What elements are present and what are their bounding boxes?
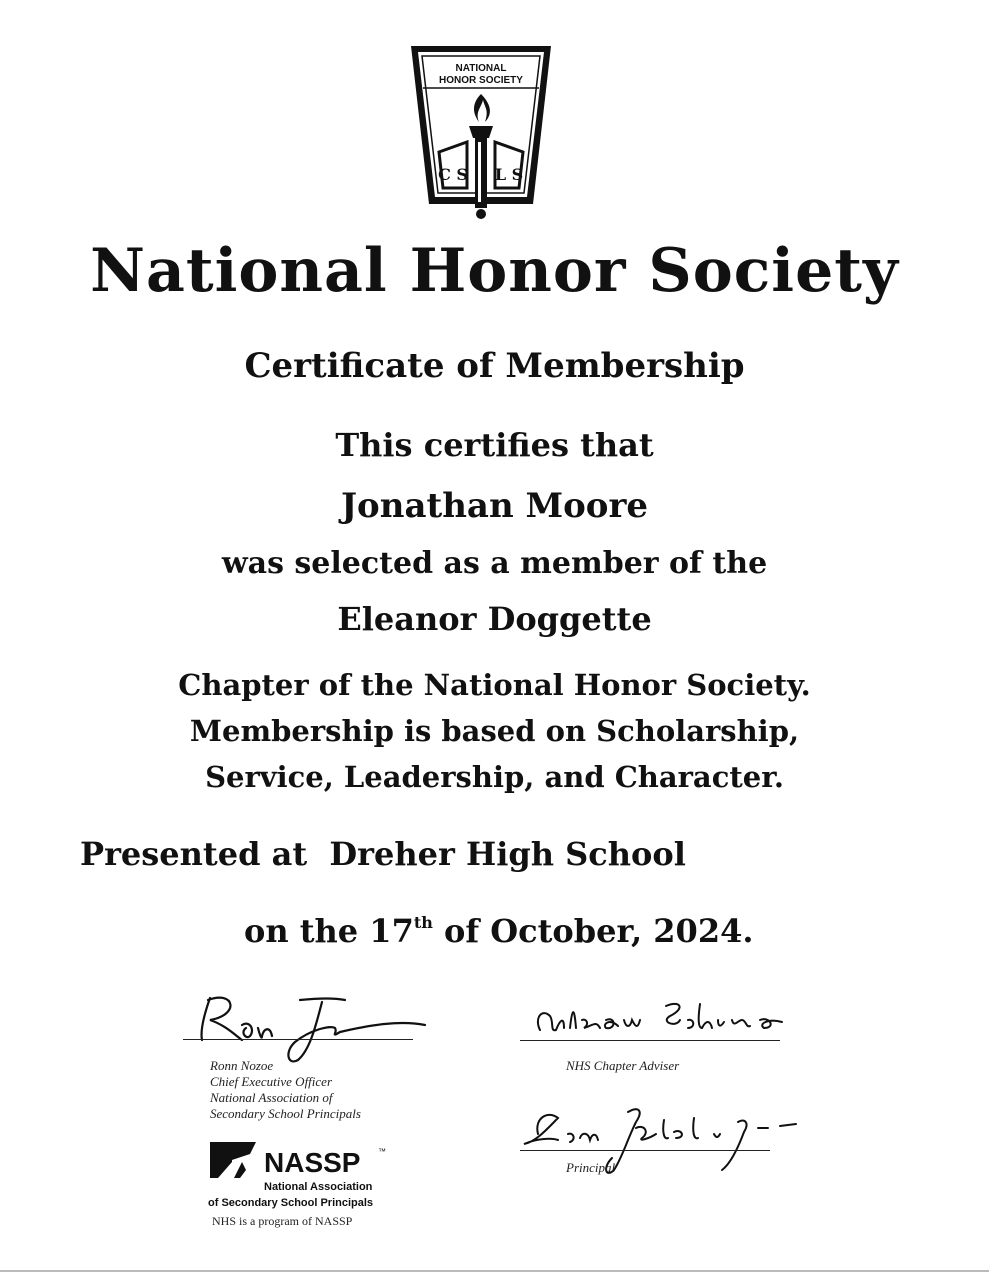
date-line (244, 912, 753, 950)
principal-title: Principal (566, 1160, 616, 1175)
ceo-info (210, 1058, 361, 1122)
emblem-text-1: NATIONAL (455, 63, 507, 74)
ceo-signature-line (183, 1039, 413, 1040)
adviser-title: NHS Chapter Adviser (566, 1058, 680, 1073)
ceo-org-1: National Association of (210, 1090, 333, 1105)
date-ordinal: th (413, 913, 433, 932)
membership-paragraph (0, 662, 989, 800)
ceo-title: Chief Executive Officer (210, 1074, 333, 1089)
body-line-2: Membership is based on Scholarship, (189, 714, 800, 748)
emblem-text-2: HONOR SOCIETY (439, 75, 523, 86)
adviser-signature-line (520, 1040, 780, 1041)
presented-label: Presented at (80, 835, 308, 873)
ceo-signature (180, 980, 430, 1070)
presented-line (80, 835, 686, 873)
ceo-org-2: Secondary School Principals (210, 1106, 361, 1121)
nassp-line-1: National Association (264, 1181, 373, 1193)
certificate-subtitle: Certificate of Membership (244, 346, 745, 386)
nhs-keystone-emblem (409, 42, 553, 224)
body-line-1: Chapter of the National Honor Society. (178, 668, 811, 702)
certifies-text: This certifies that (335, 426, 654, 464)
chapter-name: Eleanor Doggette (337, 600, 652, 638)
date-prefix: on the 17 (244, 912, 414, 950)
school-name: Dreher High School (329, 835, 686, 873)
certificate-title: National Honor Society (90, 236, 899, 306)
date-suffix: of October, 2024. (444, 912, 754, 950)
emblem-left-letters: C S (438, 165, 468, 184)
nassp-name: NASSP (264, 1147, 361, 1178)
program-note: NHS is a program of NASSP (212, 1214, 353, 1228)
page-edge (0, 1270, 989, 1272)
nassp-logo (206, 1140, 406, 1210)
adviser-signature (520, 990, 810, 1050)
member-name: Jonathan Moore (340, 486, 649, 526)
nassp-tm: ™ (378, 1147, 386, 1156)
emblem-right-letters: L S (494, 165, 524, 184)
body-line-3: Service, Leadership, and Character. (205, 760, 784, 794)
ceo-name: Ronn Nozoe (210, 1058, 274, 1073)
selected-text: was selected as a member of the (221, 546, 768, 581)
principal-signature-line (520, 1150, 770, 1151)
nassp-line-2: of Secondary School Principals (208, 1197, 374, 1209)
principal-signature (518, 1098, 808, 1182)
